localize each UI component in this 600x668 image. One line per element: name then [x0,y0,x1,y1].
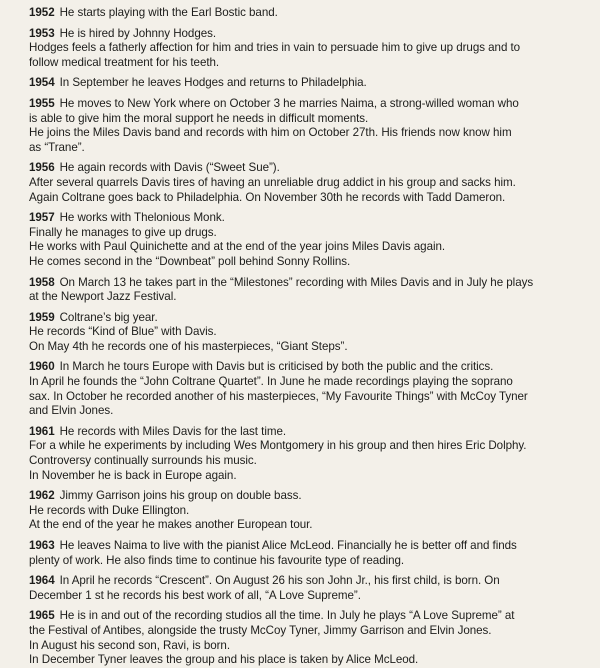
timeline-line [29,161,592,176]
year-label: 1955 [29,96,55,110]
entry-text: He leaves Naima to live with the pianist Alice McLeod. Financially he is better off and finds [59,539,517,552]
timeline-line [29,126,592,141]
timeline-entry [29,276,592,305]
timeline-line [29,489,592,504]
entry-text: In November he is back in Europe again. [29,468,237,482]
entry-text: On May 4th he records one of his masterpieces, “Giant Steps”. [29,339,348,353]
timeline [29,6,592,668]
timeline-line [29,454,592,469]
timeline-entry [29,425,592,483]
entry-text: In December Tyner leaves the group and his place is taken by Alice McLeod. [29,653,419,667]
entry-text: plenty of work. He also finds time to continue his favourite type of reading. [29,553,405,567]
year-label: 1962 [29,489,55,503]
entry-text: is able to give him the moral support he needs in difficult moments. [29,111,369,125]
timeline-line [29,255,592,270]
timeline-line [29,191,592,206]
year-label: 1956 [29,161,55,175]
entry-text: as “Trane”. [29,140,85,154]
entry-text: Jimmy Garrison joins his group on double bass. [59,489,302,503]
timeline-line [29,56,592,71]
timeline-line [29,41,592,56]
entry-text: He is hired by Johnny Hodges. [59,26,217,40]
timeline-entry [29,97,592,155]
timeline-line [29,6,592,21]
timeline-line [29,240,592,255]
timeline-line [29,574,592,589]
entry-text: He records with Duke Ellington. [29,503,190,517]
entry-text: He moves to New York where on October 3 he marries Naima, a strong-willed woman who [59,96,519,110]
year-label: 1953 [29,26,55,40]
timeline-line [29,141,592,156]
entry-text: In April he founds the “John Coltrane Quartet”. In June he made recordings playing the soprano [29,375,513,389]
entry-text: sax. In October he recorded another of his masterpieces, “My Favourite Things” with McCoy Tyner [29,389,528,403]
entry-text: In September he leaves Hodges and returns to Philadelphia. [59,76,367,90]
entry-text: Hodges feels a fatherly affection for him and tries in vain to persuade him to give up drugs and to [29,41,521,55]
entry-text: In March he tours Europe with Davis but is criticised by both the public and the critics. [59,360,494,374]
year-label: 1957 [29,211,55,225]
entry-text: At the end of the year he makes another European tour. [29,518,313,532]
timeline-entry [29,211,592,269]
timeline-entry [29,27,592,71]
timeline-line [29,439,592,454]
entry-text: He works with Thelonious Monk. [59,211,225,225]
timeline-line [29,554,592,569]
timeline-line [29,589,592,604]
timeline-line [29,290,592,305]
timeline-line [29,211,592,226]
year-label: 1963 [29,539,55,552]
timeline-entry [29,76,592,91]
timeline-line [29,176,592,191]
entry-text: and Elvin Jones. [29,404,114,418]
entry-text: He records “Kind of Blue” with Davis. [29,325,217,339]
timeline-entry [29,6,592,21]
entry-text: Coltrane’s big year. [59,310,158,324]
entry-text: He is in and out of the recording studios all the time. In July he plays “A Love Supreme” at [59,609,515,623]
year-label: 1960 [29,360,55,374]
timeline-entry [29,574,592,603]
timeline-line [29,226,592,241]
entry-text: He joins the Miles Davis band and records with him on October 27th. His friends now know him [29,126,512,140]
timeline-entry [29,609,592,667]
entry-text: the Festival of Antibes, alongside the trusty McCoy Tyner, Jimmy Garrison and Elvin Jones. [29,623,492,637]
year-label: 1964 [29,574,55,588]
timeline-line [29,360,592,375]
timeline-line [29,311,592,326]
entry-text: He works with Paul Quinichette and at the end of the year joins Miles Davis again. [29,240,446,254]
timeline-line [29,276,592,291]
year-label: 1965 [29,609,55,623]
timeline-entry [29,539,592,568]
timeline-line [29,624,592,639]
timeline-line [29,112,592,127]
year-label: 1959 [29,310,55,324]
entry-text: He comes second in the “Downbeat” poll behind Sonny Rollins. [29,254,351,268]
entry-text: On March 13 he takes part in the “Milestones” recording with Miles Davis and in July he plays [59,275,534,289]
timeline-line [29,425,592,440]
entry-text: Finally he manages to give up drugs. [29,225,217,239]
entry-text: After several quarrels Davis tires of having an unreliable drug addict in his group and sacks him. [29,175,516,189]
timeline-line [29,653,592,668]
timeline-line [29,609,592,624]
entry-text: He records with Miles Davis for the last time. [59,424,287,438]
timeline-entry [29,311,592,355]
entry-text: Again Coltrane goes back to Philadelphia. On November 30th he records with Tadd Dameron. [29,190,506,204]
timeline-line [29,518,592,533]
timeline-entry [29,360,592,418]
entry-text: In April he records “Crescent”. On August 26 his son John Jr., his first child, is born. On [59,574,500,588]
entry-text: In August his second son, Ravi, is born. [29,638,231,652]
timeline-line [29,27,592,42]
year-label: 1961 [29,424,55,438]
timeline-line [29,504,592,519]
timeline-line [29,390,592,405]
timeline-entry [29,489,592,533]
timeline-entry [29,161,592,205]
year-label: 1954 [29,76,55,90]
entry-text: For a while he experiments by including Wes Montgomery in his group and then hires Eric Dolphy. [29,439,527,453]
entry-text: He starts playing with the Earl Bostic band. [59,6,278,19]
timeline-line [29,375,592,390]
entry-text: He again records with Davis (“Sweet Sue”). [59,161,280,175]
entry-text: December 1 st he records his best work of all, “A Love Supreme”. [29,588,361,602]
entry-text: Controversy continually surrounds his music. [29,454,257,468]
timeline-line [29,325,592,340]
year-label: 1958 [29,275,55,289]
timeline-line [29,404,592,419]
timeline-line [29,76,592,91]
timeline-line [29,539,592,554]
timeline-line [29,639,592,654]
timeline-line [29,97,592,112]
entry-text: at the Newport Jazz Festival. [29,290,177,304]
timeline-line [29,340,592,355]
year-label: 1952 [29,6,55,19]
timeline-line [29,469,592,484]
entry-text: follow medical treatment for his teeth. [29,55,220,69]
